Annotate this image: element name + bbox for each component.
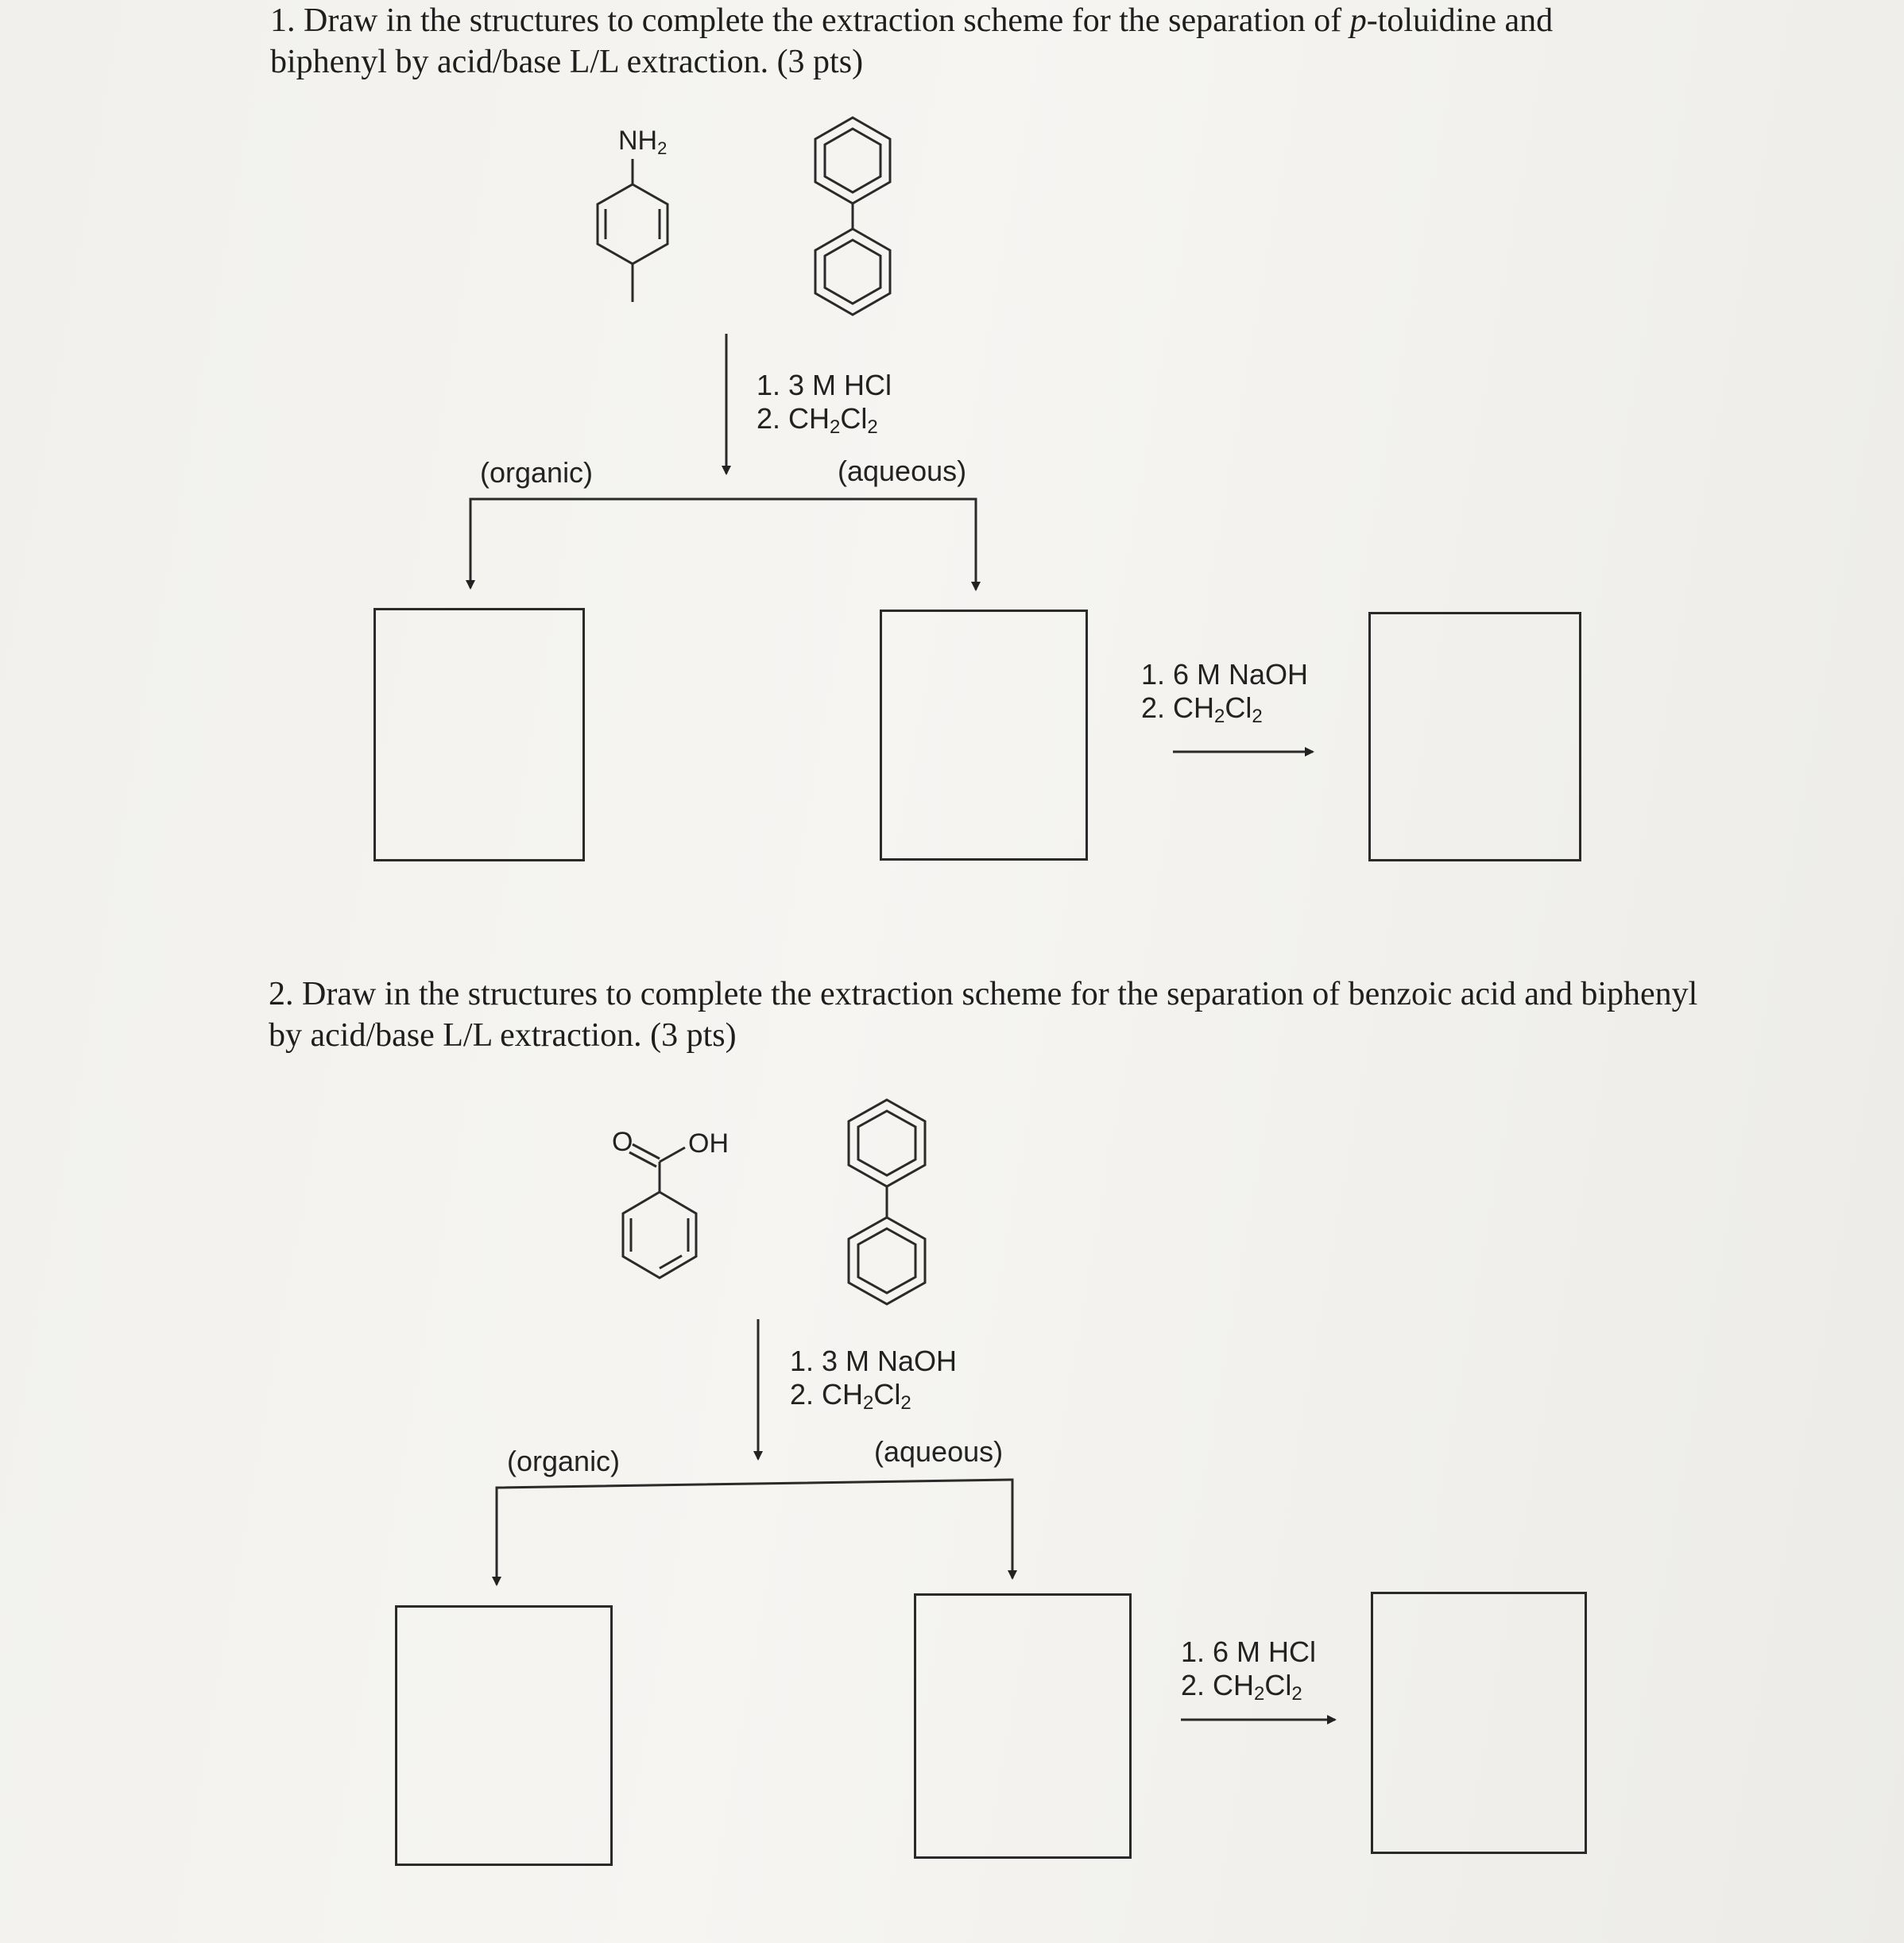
q1-r1l2s2: 2 — [867, 416, 878, 438]
q2-hydroxyl-oh-label: OH — [688, 1128, 729, 1159]
question-1-text-b: -toluidine and biphenyl by acid/base L/L extraction. (3 pts) — [270, 2, 1554, 80]
q2-r2l2b: Cl — [1264, 1669, 1292, 1701]
q2-split-line — [497, 1480, 1012, 1558]
q2-reagent-1-line1: 1. 3 M NaOH — [790, 1345, 958, 1377]
q1-biphenyl-ring-bottom-inner — [825, 240, 880, 304]
q1-nh2-sub: 2 — [657, 138, 668, 158]
q2-r2l2s2: 2 — [1291, 1683, 1302, 1705]
question-2-number: 2. — [269, 976, 294, 1012]
q2-r2l2a: 2. CH — [1181, 1669, 1255, 1701]
question-2-body: Draw in the structures to complete the extraction scheme for the separation of benzoic acid and biphenyl by acid/base L/L extraction. (3 pts) — [269, 976, 1698, 1054]
q1-r1l2s1: 2 — [830, 416, 841, 438]
p-toluidine-structure — [598, 159, 668, 302]
question-1-number: 1. — [270, 2, 296, 39]
q2-r1l2a: 2. CH — [790, 1378, 864, 1411]
question-1-italic: p — [1349, 2, 1367, 39]
q1-r2l2s1: 2 — [1214, 706, 1225, 727]
q1-nh2-text: NH — [618, 126, 658, 156]
benzoic-acid-structure — [623, 1144, 696, 1278]
q2-carbonyl-o-label: O — [612, 1127, 633, 1157]
q1-r2l2a: 2. CH — [1141, 691, 1215, 724]
q2-coh-bond — [660, 1148, 685, 1162]
q2-biphenyl-ring-bottom — [849, 1217, 925, 1304]
q2-r1l2s1: 2 — [863, 1392, 874, 1414]
q2-biphenyl-ring-bottom-inner — [858, 1229, 915, 1293]
q2-r1l2s2: 2 — [900, 1392, 911, 1414]
q1-r2l2b: Cl — [1225, 691, 1252, 724]
q1-biphenyl-ring-top-inner — [825, 129, 880, 192]
q1-toluidine-ring — [598, 184, 668, 264]
q1-biphenyl-ring-top — [815, 118, 890, 203]
q1-r2l2s2: 2 — [1252, 706, 1263, 727]
q1-reagent-2-line1: 1. 6 M NaOH — [1141, 658, 1309, 691]
q1-aqueous-label: (aqueous) — [838, 455, 967, 487]
q1-biphenyl-structure — [815, 118, 890, 315]
q1-r1l2b: Cl — [840, 402, 868, 435]
q1-split-line — [470, 499, 976, 588]
q2-organic-label: (organic) — [507, 1445, 621, 1477]
q1-organic-label: (organic) — [480, 456, 594, 489]
q1-reagent-1-line1: 1. 3 M HCl — [757, 369, 892, 401]
q2-benzoic-ring — [623, 1192, 696, 1278]
q2-biphenyl-ring-top — [849, 1100, 925, 1186]
q2-r1l2b: Cl — [873, 1378, 901, 1411]
q2-biphenyl-structure — [849, 1100, 925, 1304]
q1-r1l2a: 2. CH — [757, 402, 830, 435]
q2-r2l2s1: 2 — [1254, 1683, 1265, 1705]
q2-reagent-2-line1: 1. 6 M HCl — [1181, 1635, 1317, 1668]
q2-biphenyl-ring-top-inner — [858, 1111, 915, 1175]
q2-aqueous-label: (aqueous) — [874, 1435, 1004, 1468]
q1-biphenyl-ring-bottom — [815, 229, 890, 315]
question-1-text-a: Draw in the structures to complete the extraction scheme for the separation of — [304, 2, 1350, 39]
